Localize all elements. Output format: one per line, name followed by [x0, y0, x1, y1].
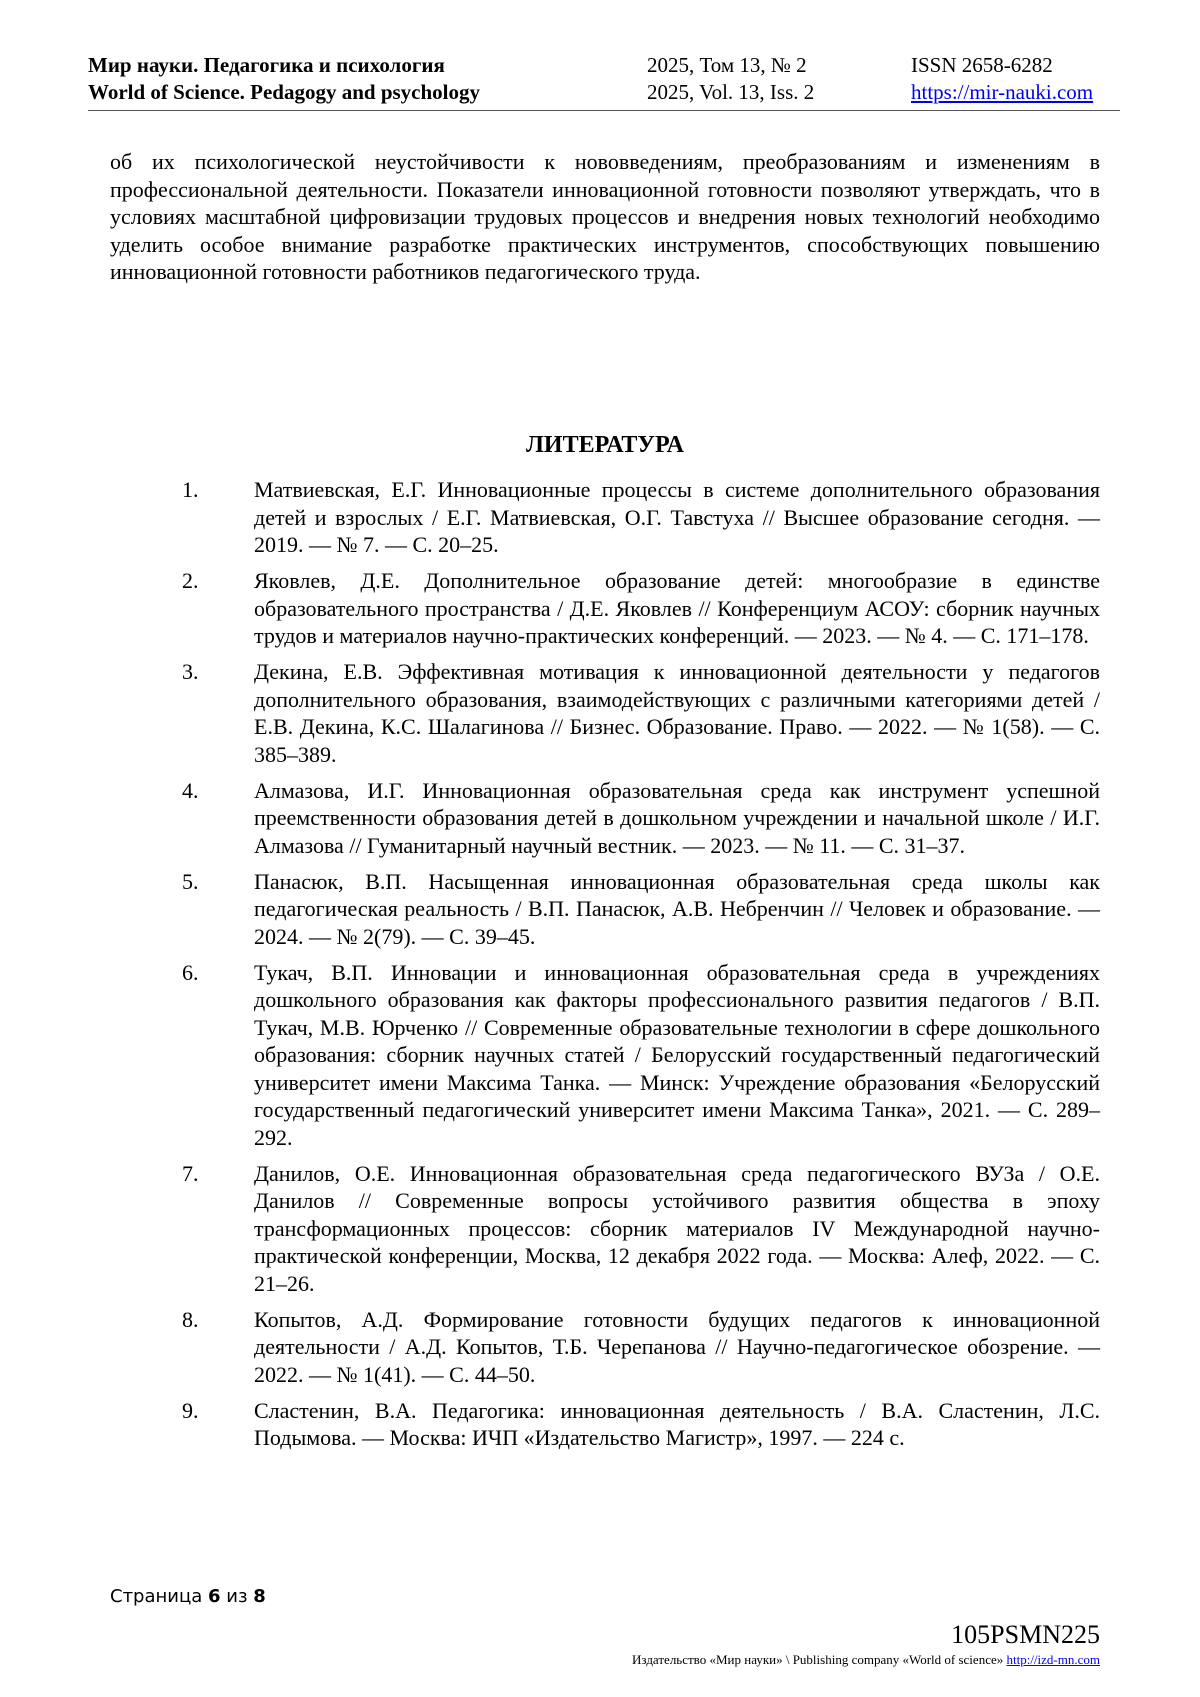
journal-site-link[interactable]: https://mir-nauki.com: [911, 80, 1094, 104]
reference-number: 8.: [182, 1306, 199, 1332]
reference-number: 3.: [182, 659, 199, 684]
issue-block: [647, 52, 814, 106]
reference-number: 9.: [182, 1397, 199, 1423]
reference-text: Тукач, В.П. Инновации и инновационная образовательная среда в учреждениях дошкольного образования как факторы профессионального развития педагогов / В.П. Тукач, М.В. Юрченко // Современные образовательные технологии в сфере дошкольного образования: сборник научных статей / Белорусский государственный педагогический университет имени Максима Танка. — Минск: Учреждение образования «Белорусский государственный педагогический университет имени Максима Танка», 2021. — С. 289–292.: [254, 959, 1100, 1150]
references-title: ЛИТЕРАТУРА: [526, 432, 684, 458]
reference-item: [110, 777, 1100, 860]
reference-text: Декина, Е.В. Эффективная мотивация к инновационной деятельности у педагогов дополнительного образования, взаимодействующих с различными категориями детей / Е.В. Декина, К.С. Шалагинова // Бизнес. Образование. Право. — 2022. — № 1(58). — С. 385–389.: [254, 659, 1100, 767]
reference-text: Данилов, О.Е. Инновационная образовательная среда педагогического ВУЗа / О.Е. Данилов // Современные вопросы устойчивого развития общества в эпоху трансформационных процессов: сборник материалов IV Международной научно-практической конференции, Москва, 12 декабря 2022 года. — Москва: Алеф, 2022. — С. 21–26.: [254, 1160, 1100, 1296]
reference-item: [110, 1306, 1100, 1389]
page-counter: [110, 1585, 266, 1609]
reference-number: 4.: [182, 777, 199, 803]
article-code: 105PSMN225: [951, 1620, 1100, 1649]
reference-text: Яковлев, Д.Е. Дополнительное образование детей: многообразие в единстве образовательного пространства / Д.Е. Яковлев // Конференциум АСОУ: сборник научных трудов и материалов научно-практических конференций. — 2023. — № 4. — С. 171–178.: [254, 568, 1100, 648]
reference-item: [110, 1397, 1100, 1452]
publisher-text: Издательство «Мир науки» \ Publishing company «World of science»: [632, 1652, 1004, 1667]
page-sep: из: [226, 1586, 248, 1607]
reference-item: [110, 959, 1100, 1152]
page-current: 6: [208, 1586, 221, 1607]
publisher-line: [632, 1652, 1100, 1668]
publisher-link[interactable]: http://izd-mn.com: [1006, 1652, 1100, 1667]
reference-number: 1.: [182, 477, 199, 502]
reference-number: 2.: [182, 568, 199, 593]
reference-number: 5.: [182, 868, 199, 894]
journal-title-ru: Мир науки. Педагогика и психология: [88, 53, 445, 77]
page-total: 8: [253, 1586, 266, 1607]
issue-en: 2025, Vol. 13, Iss. 2: [647, 80, 815, 104]
reference-text: Сластенин, В.А. Педагогика: инновационная деятельность / В.А. Сластенин, Л.С. Подымова. — Москва: ИЧП «Издательство Магистр», 1997. — 224 с.: [254, 1397, 1100, 1450]
reference-number: 7.: [182, 1160, 199, 1186]
reference-item: [110, 476, 1100, 559]
journal-title-block: [88, 52, 480, 106]
reference-text: Алмазова, И.Г. Инновационная образовательная среда как инструмент успешной преемственности образования детей в дошкольном учреждении и начальной школе / И.Г. Алмазова // Гуманитарный научный вестник. — 2023. — № 11. — С. 31–37.: [254, 777, 1100, 858]
journal-title-en: World of Science. Pedagogy and psychology: [88, 80, 481, 104]
page-prefix: Страница: [110, 1586, 203, 1607]
reference-item: [110, 567, 1100, 650]
reference-text: Панасюк, В.П. Насыщенная инновационная образовательная среда школы как педагогическая реальность / В.П. Панасюк, А.В. Небренчин // Человек и образование. — 2024. — № 2(79). — С. 39–45.: [254, 868, 1100, 949]
issn: ISSN 2658-6282: [911, 53, 1053, 77]
running-header: [88, 52, 1120, 111]
reference-number: 6.: [182, 959, 199, 985]
issn-block: [911, 52, 1093, 106]
reference-text: Копытов, А.Д. Формирование готовности будущих педагогов к инновационной деятельности / А.Д. Копытов, Т.Б. Черепанова // Научно-педагогическое обозрение. — 2022. — № 1(41). — С. 44–50.: [254, 1306, 1100, 1387]
reference-item: [110, 658, 1100, 768]
reference-item: [110, 1160, 1100, 1298]
reference-item: [110, 868, 1100, 951]
reference-text: Матвиевская, Е.Г. Инновационные процессы в системе дополнительного образования детей и взрослых / Е.Г. Матвиевская, О.Г. Тавстуха // Высшее образование сегодня. — 2019. — № 7. — С. 20–25.: [254, 477, 1100, 557]
intro-paragraph: об их психологической неустойчивости к нововведениям, преобразованиям и изменениям в профессиональной деятельности. Показатели инновационной готовности позволяют утверждать, что в условиях масштабной цифровизации трудовых процессов и внедрения новых технологий необходимо уделить особое внимание разработке практических инструментов, способствующих повышению инновационной готовности работников педагогического труда.: [110, 149, 1100, 284]
references-list: [110, 476, 1100, 1460]
issue-ru: 2025, Том 13, № 2: [647, 53, 807, 77]
